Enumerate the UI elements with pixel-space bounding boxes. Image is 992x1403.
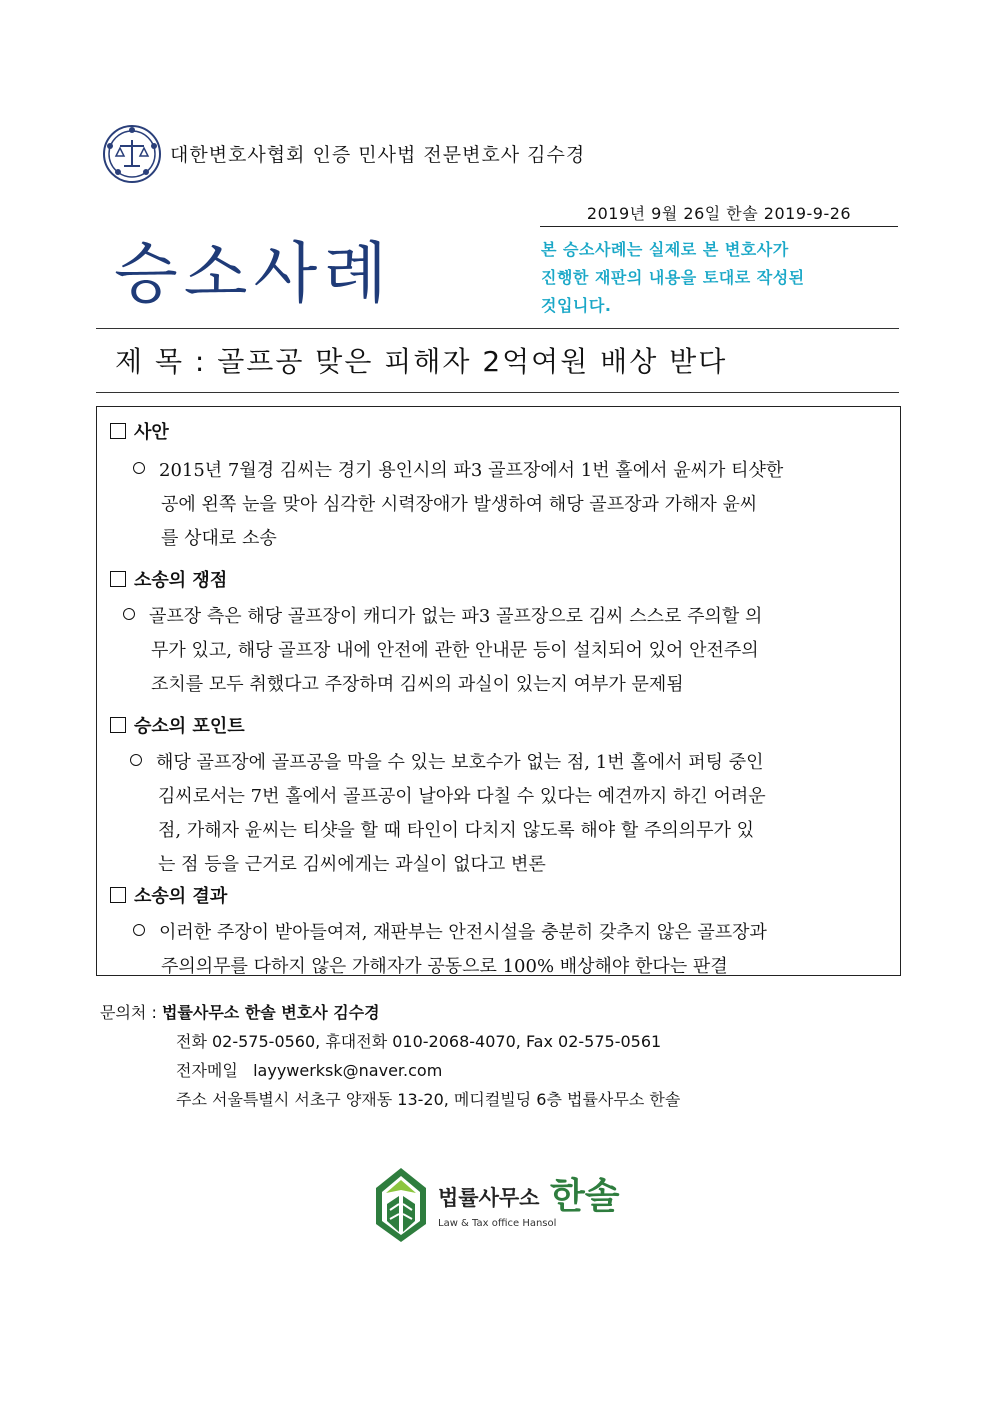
bullet-line: 는 점 등을 근거로 김씨에게는 과실이 없다고 변론 bbox=[158, 854, 546, 875]
note-line: 것입니다. bbox=[541, 296, 612, 315]
bullet-line: 를 상대로 소송 bbox=[161, 528, 277, 549]
contact-name: 법률사무소 한솔 변호사 김수경 bbox=[161, 1003, 380, 1022]
bullet-line: 주의의무를 다하지 않은 가해자가 공동으로 100% 배상해야 한다는 판결 bbox=[161, 956, 728, 977]
contact-row bbox=[100, 998, 680, 1027]
bullet-line: 공에 왼쪽 눈을 맞아 심각한 시력장애가 발생하여 해당 골프장과 가해자 윤씨 bbox=[161, 494, 758, 515]
hansol-leaf-logo-icon bbox=[374, 1166, 428, 1244]
logo-english-text: Law & Tax office Hansol bbox=[438, 1218, 557, 1229]
section-body bbox=[133, 916, 767, 984]
section-body bbox=[133, 454, 783, 556]
email-label: 전자메일 bbox=[176, 1061, 238, 1080]
section-body bbox=[130, 746, 766, 882]
bullet-circle-icon bbox=[123, 608, 135, 620]
logo-korean-text: 법률사무소 bbox=[438, 1186, 540, 1210]
logo-name: 한솔 bbox=[550, 1176, 620, 1217]
checkbox-square-icon bbox=[110, 423, 126, 439]
contact-info bbox=[100, 998, 680, 1114]
page-title: 승소사례 bbox=[114, 235, 394, 312]
bullet-line: 이러한 주장이 받아들여져, 재판부는 안전시설을 충분히 갖추지 않은 골프장과 bbox=[133, 916, 767, 950]
checkbox-square-icon bbox=[110, 571, 126, 587]
section-heading: 소송의 쟁점 bbox=[110, 566, 227, 592]
bullet-line: 김씨로서는 7번 홀에서 골프공이 날아와 다칠 수 있다는 예견까지 하긴 어려운 bbox=[158, 786, 766, 807]
date-line: 2019년 9월 26일 한솔 2019-9-26 bbox=[540, 201, 898, 227]
contact-phone: 전화 02-575-0560, 휴대전화 010-2068-4070, Fax 02-575-0561 bbox=[176, 1032, 662, 1051]
section-heading: 소송의 결과 bbox=[110, 882, 227, 908]
bullet-circle-icon bbox=[133, 462, 145, 474]
bullet-line: 골프장 측은 해당 골프장이 캐디가 없는 파3 골프장으로 김씨 스스로 주의할 의 bbox=[123, 600, 762, 634]
note-line: 본 승소사례는 실제로 본 변호사가 bbox=[541, 240, 789, 259]
bar-association-emblem-icon bbox=[102, 124, 162, 184]
hansol-logo bbox=[374, 1166, 624, 1246]
contact-label: 문의처 : bbox=[100, 1003, 157, 1022]
bullet-line: 조치를 모두 취했다고 주장하며 김씨의 과실이 있는지 여부가 문제됨 bbox=[151, 674, 684, 695]
subject-line: 제 목 : 골프공 맞은 피해자 2억여원 배상 받다 bbox=[115, 345, 728, 378]
bullet-circle-icon bbox=[133, 924, 145, 936]
section-body bbox=[123, 600, 762, 702]
bullet-line: 2015년 7월경 김씨는 경기 용인시의 파3 골프장에서 1번 홀에서 윤씨가 티샷한 bbox=[133, 454, 783, 488]
contact-email-row bbox=[100, 1056, 680, 1085]
checkbox-square-icon bbox=[110, 717, 126, 733]
note-line: 진행한 재판의 내용을 토대로 작성된 bbox=[541, 268, 805, 287]
divider bbox=[96, 328, 899, 329]
bullet-line: 무가 있고, 해당 골프장 내에 안전에 관한 안내문 등이 설치되어 있어 안전주의 bbox=[151, 640, 759, 661]
contact-address: 주소 서울특별시 서초구 양재동 13-20, 메디컬빌딩 6층 법률사무소 한솔 bbox=[176, 1090, 681, 1109]
disclaimer-note bbox=[541, 236, 881, 320]
email-link[interactable]: layywerksk@naver.com bbox=[253, 1061, 443, 1080]
checkbox-square-icon bbox=[110, 887, 126, 903]
divider bbox=[96, 392, 899, 393]
bullet-line: 해당 골프장에 골프공을 막을 수 있는 보호수가 없는 점, 1번 홀에서 퍼팅 중인 bbox=[130, 746, 766, 780]
bullet-line: 점, 가해자 윤씨는 티샷을 할 때 타인이 다치지 않도록 해야 할 주의의무가 있 bbox=[158, 820, 755, 841]
section-heading: 승소의 포인트 bbox=[110, 712, 245, 738]
association-line: 대한변호사협회 인증 민사법 전문변호사 김수경 bbox=[170, 144, 586, 166]
section-heading: 사안 bbox=[110, 418, 169, 444]
bullet-circle-icon bbox=[130, 754, 142, 766]
